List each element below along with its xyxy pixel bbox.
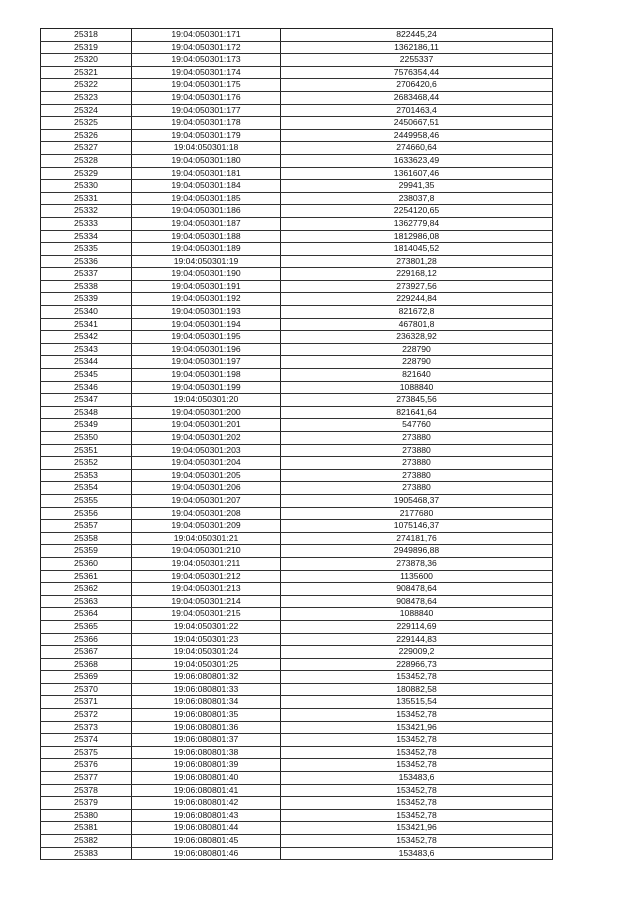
cadastral-number-cell: 19:04:050301:206 [132,482,281,495]
cadastral-value-cell: 1135600 [281,570,553,583]
row-number-cell: 25345 [41,369,132,382]
table-row [41,671,553,684]
cadastral-number-cell: 19:04:050301:213 [132,583,281,596]
row-number-cell: 25365 [41,620,132,633]
cadastral-number-cell: 19:06:080801:32 [132,671,281,684]
cadastral-value-cell: 273880 [281,432,553,445]
row-number-cell: 25369 [41,671,132,684]
cadastral-value-cell: 229144,83 [281,633,553,646]
cadastral-value-cell: 273878,36 [281,557,553,570]
cadastral-number-cell: 19:04:050301:199 [132,381,281,394]
cadastral-value-cell: 821641,64 [281,406,553,419]
table-row [41,255,553,268]
row-number-cell: 25378 [41,784,132,797]
table-row [41,54,553,67]
table-row [41,217,553,230]
row-number-cell: 25358 [41,532,132,545]
row-number-cell: 25372 [41,709,132,722]
cadastral-number-cell: 19:04:050301:191 [132,280,281,293]
table-row [41,620,553,633]
cadastral-value-table [40,28,553,860]
table-row [41,293,553,306]
table-row [41,79,553,92]
row-number-cell: 25351 [41,444,132,457]
table-row [41,394,553,407]
cadastral-value-cell: 153421,96 [281,721,553,734]
row-number-cell: 25367 [41,646,132,659]
cadastral-number-cell: 19:04:050301:212 [132,570,281,583]
table-row [41,117,553,130]
row-number-cell: 25332 [41,205,132,218]
table-row [41,646,553,659]
cadastral-number-cell: 19:04:050301:189 [132,243,281,256]
table-row [41,482,553,495]
cadastral-number-cell: 19:04:050301:22 [132,620,281,633]
cadastral-value-cell: 2683468,44 [281,91,553,104]
row-number-cell: 25327 [41,142,132,155]
cadastral-value-cell: 1361607,46 [281,167,553,180]
cadastral-number-cell: 19:04:050301:177 [132,104,281,117]
cadastral-value-cell: 1362779,84 [281,217,553,230]
cadastral-value-cell: 1362186,11 [281,41,553,54]
cadastral-value-cell: 547760 [281,419,553,432]
row-number-cell: 25366 [41,633,132,646]
cadastral-number-cell: 19:04:050301:172 [132,41,281,54]
table-row [41,230,553,243]
row-number-cell: 25381 [41,822,132,835]
cadastral-number-cell: 19:04:050301:197 [132,356,281,369]
row-number-cell: 25333 [41,217,132,230]
row-number-cell: 25360 [41,557,132,570]
table-row [41,557,553,570]
cadastral-number-cell: 19:06:080801:40 [132,772,281,785]
table-row [41,369,553,382]
row-number-cell: 25339 [41,293,132,306]
table-row [41,419,553,432]
cadastral-value-cell: 2450667,51 [281,117,553,130]
table-row [41,29,553,42]
table-row [41,180,553,193]
row-number-cell: 25341 [41,318,132,331]
table-row [41,469,553,482]
row-number-cell: 25320 [41,54,132,67]
cadastral-number-cell: 19:04:050301:211 [132,557,281,570]
cadastral-value-cell: 236328,92 [281,331,553,344]
cadastral-value-cell: 1075146,37 [281,520,553,533]
cadastral-number-cell: 19:04:050301:186 [132,205,281,218]
table-row [41,306,553,319]
table-row [41,91,553,104]
table-row [41,847,553,860]
cadastral-number-cell: 19:04:050301:187 [132,217,281,230]
cadastral-value-cell: 229009,2 [281,646,553,659]
cadastral-number-cell: 19:04:050301:21 [132,532,281,545]
cadastral-value-cell: 1812986,08 [281,230,553,243]
table-row [41,797,553,810]
cadastral-number-cell: 19:06:080801:45 [132,835,281,848]
cadastral-number-cell: 19:04:050301:18 [132,142,281,155]
table-row [41,583,553,596]
table-row [41,318,553,331]
cadastral-value-cell: 153452,78 [281,797,553,810]
row-number-cell: 25352 [41,457,132,470]
cadastral-value-cell: 153483,6 [281,772,553,785]
cadastral-number-cell: 19:04:050301:208 [132,507,281,520]
row-number-cell: 25374 [41,734,132,747]
cadastral-number-cell: 19:04:050301:190 [132,268,281,281]
row-number-cell: 25376 [41,759,132,772]
table-row [41,520,553,533]
table-row [41,268,553,281]
table-row [41,532,553,545]
cadastral-number-cell: 19:04:050301:23 [132,633,281,646]
cadastral-value-cell: 229168,12 [281,268,553,281]
row-number-cell: 25343 [41,343,132,356]
table-row [41,457,553,470]
row-number-cell: 25337 [41,268,132,281]
table-row [41,41,553,54]
cadastral-number-cell: 19:04:050301:192 [132,293,281,306]
cadastral-value-cell: 153483,6 [281,847,553,860]
cadastral-value-cell: 273927,56 [281,280,553,293]
cadastral-value-cell: 2701463,4 [281,104,553,117]
row-number-cell: 25331 [41,192,132,205]
row-number-cell: 25363 [41,595,132,608]
cadastral-value-cell: 153452,78 [281,809,553,822]
cadastral-value-cell: 228966,73 [281,658,553,671]
row-number-cell: 25338 [41,280,132,293]
cadastral-value-cell: 821672,8 [281,306,553,319]
table-row [41,243,553,256]
cadastral-number-cell: 19:04:050301:210 [132,545,281,558]
row-number-cell: 25321 [41,66,132,79]
row-number-cell: 25322 [41,79,132,92]
cadastral-number-cell: 19:04:050301:176 [132,91,281,104]
cadastral-number-cell: 19:04:050301:214 [132,595,281,608]
table-row [41,343,553,356]
table-row [41,192,553,205]
table-row [41,545,553,558]
row-number-cell: 25354 [41,482,132,495]
table-row [41,595,553,608]
cadastral-value-cell: 2706420,6 [281,79,553,92]
cadastral-value-cell: 238037,8 [281,192,553,205]
table-row [41,331,553,344]
cadastral-value-cell: 228790 [281,356,553,369]
cadastral-number-cell: 19:06:080801:44 [132,822,281,835]
cadastral-number-cell: 19:04:050301:205 [132,469,281,482]
row-number-cell: 25326 [41,129,132,142]
row-number-cell: 25375 [41,746,132,759]
row-number-cell: 25335 [41,243,132,256]
cadastral-number-cell: 19:04:050301:179 [132,129,281,142]
row-number-cell: 25379 [41,797,132,810]
cadastral-number-cell: 19:04:050301:202 [132,432,281,445]
cadastral-value-cell: 1905468,37 [281,494,553,507]
cadastral-number-cell: 19:06:080801:38 [132,746,281,759]
row-number-cell: 25355 [41,494,132,507]
table-row [41,835,553,848]
cadastral-value-cell: 153452,78 [281,746,553,759]
row-number-cell: 25325 [41,117,132,130]
cadastral-number-cell: 19:04:050301:180 [132,154,281,167]
cadastral-value-cell: 29941,35 [281,180,553,193]
row-number-cell: 25323 [41,91,132,104]
cadastral-number-cell: 19:04:050301:173 [132,54,281,67]
cadastral-value-cell: 273880 [281,482,553,495]
cadastral-value-cell: 1088840 [281,608,553,621]
table-row [41,205,553,218]
table-row [41,809,553,822]
table-row [41,608,553,621]
row-number-cell: 25348 [41,406,132,419]
cadastral-number-cell: 19:06:080801:35 [132,709,281,722]
cadastral-number-cell: 19:04:050301:19 [132,255,281,268]
cadastral-value-cell: 7576354,44 [281,66,553,79]
cadastral-value-cell: 1088840 [281,381,553,394]
row-number-cell: 25356 [41,507,132,520]
cadastral-value-cell: 135515,54 [281,696,553,709]
cadastral-value-cell: 153452,78 [281,784,553,797]
cadastral-value-cell: 274181,76 [281,532,553,545]
row-number-cell: 25346 [41,381,132,394]
cadastral-number-cell: 19:04:050301:25 [132,658,281,671]
cadastral-number-cell: 19:04:050301:20 [132,394,281,407]
row-number-cell: 25344 [41,356,132,369]
row-number-cell: 25318 [41,29,132,42]
cadastral-value-cell: 153452,78 [281,671,553,684]
table-row [41,381,553,394]
row-number-cell: 25368 [41,658,132,671]
table-row [41,734,553,747]
row-number-cell: 25382 [41,835,132,848]
table-row [41,633,553,646]
table-row [41,167,553,180]
row-number-cell: 25362 [41,583,132,596]
cadastral-value-cell: 228790 [281,343,553,356]
cadastral-number-cell: 19:04:050301:198 [132,369,281,382]
row-number-cell: 25328 [41,154,132,167]
table-row [41,507,553,520]
row-number-cell: 25373 [41,721,132,734]
cadastral-value-cell: 229114,69 [281,620,553,633]
cadastral-number-cell: 19:04:050301:181 [132,167,281,180]
table-row [41,444,553,457]
row-number-cell: 25349 [41,419,132,432]
row-number-cell: 25364 [41,608,132,621]
cadastral-number-cell: 19:04:050301:188 [132,230,281,243]
row-number-cell: 25329 [41,167,132,180]
cadastral-number-cell: 19:06:080801:46 [132,847,281,860]
row-number-cell: 25361 [41,570,132,583]
cadastral-value-cell: 2255337 [281,54,553,67]
row-number-cell: 25340 [41,306,132,319]
table-row [41,104,553,117]
cadastral-value-cell: 2254120,65 [281,205,553,218]
row-number-cell: 25334 [41,230,132,243]
table-row [41,356,553,369]
row-number-cell: 25377 [41,772,132,785]
row-number-cell: 25342 [41,331,132,344]
row-number-cell: 25380 [41,809,132,822]
cadastral-number-cell: 19:06:080801:36 [132,721,281,734]
cadastral-number-cell: 19:06:080801:37 [132,734,281,747]
table-row [41,406,553,419]
row-number-cell: 25359 [41,545,132,558]
cadastral-number-cell: 19:04:050301:200 [132,406,281,419]
table-row [41,696,553,709]
cadastral-value-cell: 273880 [281,469,553,482]
cadastral-value-cell: 274660,64 [281,142,553,155]
row-number-cell: 25383 [41,847,132,860]
table-row [41,66,553,79]
table-row [41,683,553,696]
cadastral-number-cell: 19:04:050301:203 [132,444,281,457]
cadastral-number-cell: 19:04:050301:175 [132,79,281,92]
cadastral-number-cell: 19:04:050301:204 [132,457,281,470]
cadastral-value-cell: 908478,64 [281,583,553,596]
cadastral-value-cell: 153452,78 [281,734,553,747]
cadastral-number-cell: 19:04:050301:174 [132,66,281,79]
cadastral-number-cell: 19:06:080801:34 [132,696,281,709]
table-row [41,432,553,445]
cadastral-number-cell: 19:04:050301:207 [132,494,281,507]
row-number-cell: 25347 [41,394,132,407]
cadastral-value-cell: 180882,58 [281,683,553,696]
row-number-cell: 25353 [41,469,132,482]
cadastral-value-cell: 273801,28 [281,255,553,268]
cadastral-number-cell: 19:04:050301:184 [132,180,281,193]
cadastral-number-cell: 19:04:050301:209 [132,520,281,533]
cadastral-number-cell: 19:04:050301:194 [132,318,281,331]
cadastral-value-cell: 1814045,52 [281,243,553,256]
table-row [41,746,553,759]
table-row [41,494,553,507]
cadastral-number-cell: 19:04:050301:178 [132,117,281,130]
table-row [41,772,553,785]
row-number-cell: 25350 [41,432,132,445]
cadastral-value-cell: 821640 [281,369,553,382]
cadastral-number-cell: 19:06:080801:39 [132,759,281,772]
cadastral-number-cell: 19:04:050301:196 [132,343,281,356]
cadastral-value-cell: 153452,78 [281,759,553,772]
row-number-cell: 25357 [41,520,132,533]
table-row [41,822,553,835]
cadastral-value-cell: 273845,56 [281,394,553,407]
table-row [41,658,553,671]
table-row [41,570,553,583]
table-row [41,129,553,142]
table-body [41,29,553,860]
cadastral-value-cell: 822445,24 [281,29,553,42]
row-number-cell: 25370 [41,683,132,696]
cadastral-value-cell: 273880 [281,457,553,470]
cadastral-value-cell: 2449958,46 [281,129,553,142]
table-row [41,709,553,722]
row-number-cell: 25324 [41,104,132,117]
cadastral-number-cell: 19:04:050301:185 [132,192,281,205]
row-number-cell: 25330 [41,180,132,193]
cadastral-number-cell: 19:06:080801:42 [132,797,281,810]
table-row [41,142,553,155]
cadastral-value-cell: 229244,84 [281,293,553,306]
cadastral-number-cell: 19:06:080801:33 [132,683,281,696]
cadastral-number-cell: 19:06:080801:41 [132,784,281,797]
cadastral-number-cell: 19:06:080801:43 [132,809,281,822]
cadastral-value-cell: 273880 [281,444,553,457]
cadastral-value-cell: 2949896,88 [281,545,553,558]
cadastral-value-cell: 467801,8 [281,318,553,331]
table-row [41,721,553,734]
table-row [41,280,553,293]
table-row [41,784,553,797]
cadastral-value-cell: 153452,78 [281,835,553,848]
cadastral-value-cell: 153421,96 [281,822,553,835]
cadastral-number-cell: 19:04:050301:24 [132,646,281,659]
cadastral-number-cell: 19:04:050301:201 [132,419,281,432]
cadastral-number-cell: 19:04:050301:195 [132,331,281,344]
cadastral-number-cell: 19:04:050301:215 [132,608,281,621]
cadastral-value-cell: 2177680 [281,507,553,520]
row-number-cell: 25319 [41,41,132,54]
cadastral-value-cell: 1633623,49 [281,154,553,167]
cadastral-number-cell: 19:04:050301:193 [132,306,281,319]
cadastral-value-cell: 908478,64 [281,595,553,608]
cadastral-number-cell: 19:04:050301:171 [132,29,281,42]
row-number-cell: 25371 [41,696,132,709]
table-row [41,759,553,772]
row-number-cell: 25336 [41,255,132,268]
cadastral-value-cell: 153452,78 [281,709,553,722]
table-row [41,154,553,167]
